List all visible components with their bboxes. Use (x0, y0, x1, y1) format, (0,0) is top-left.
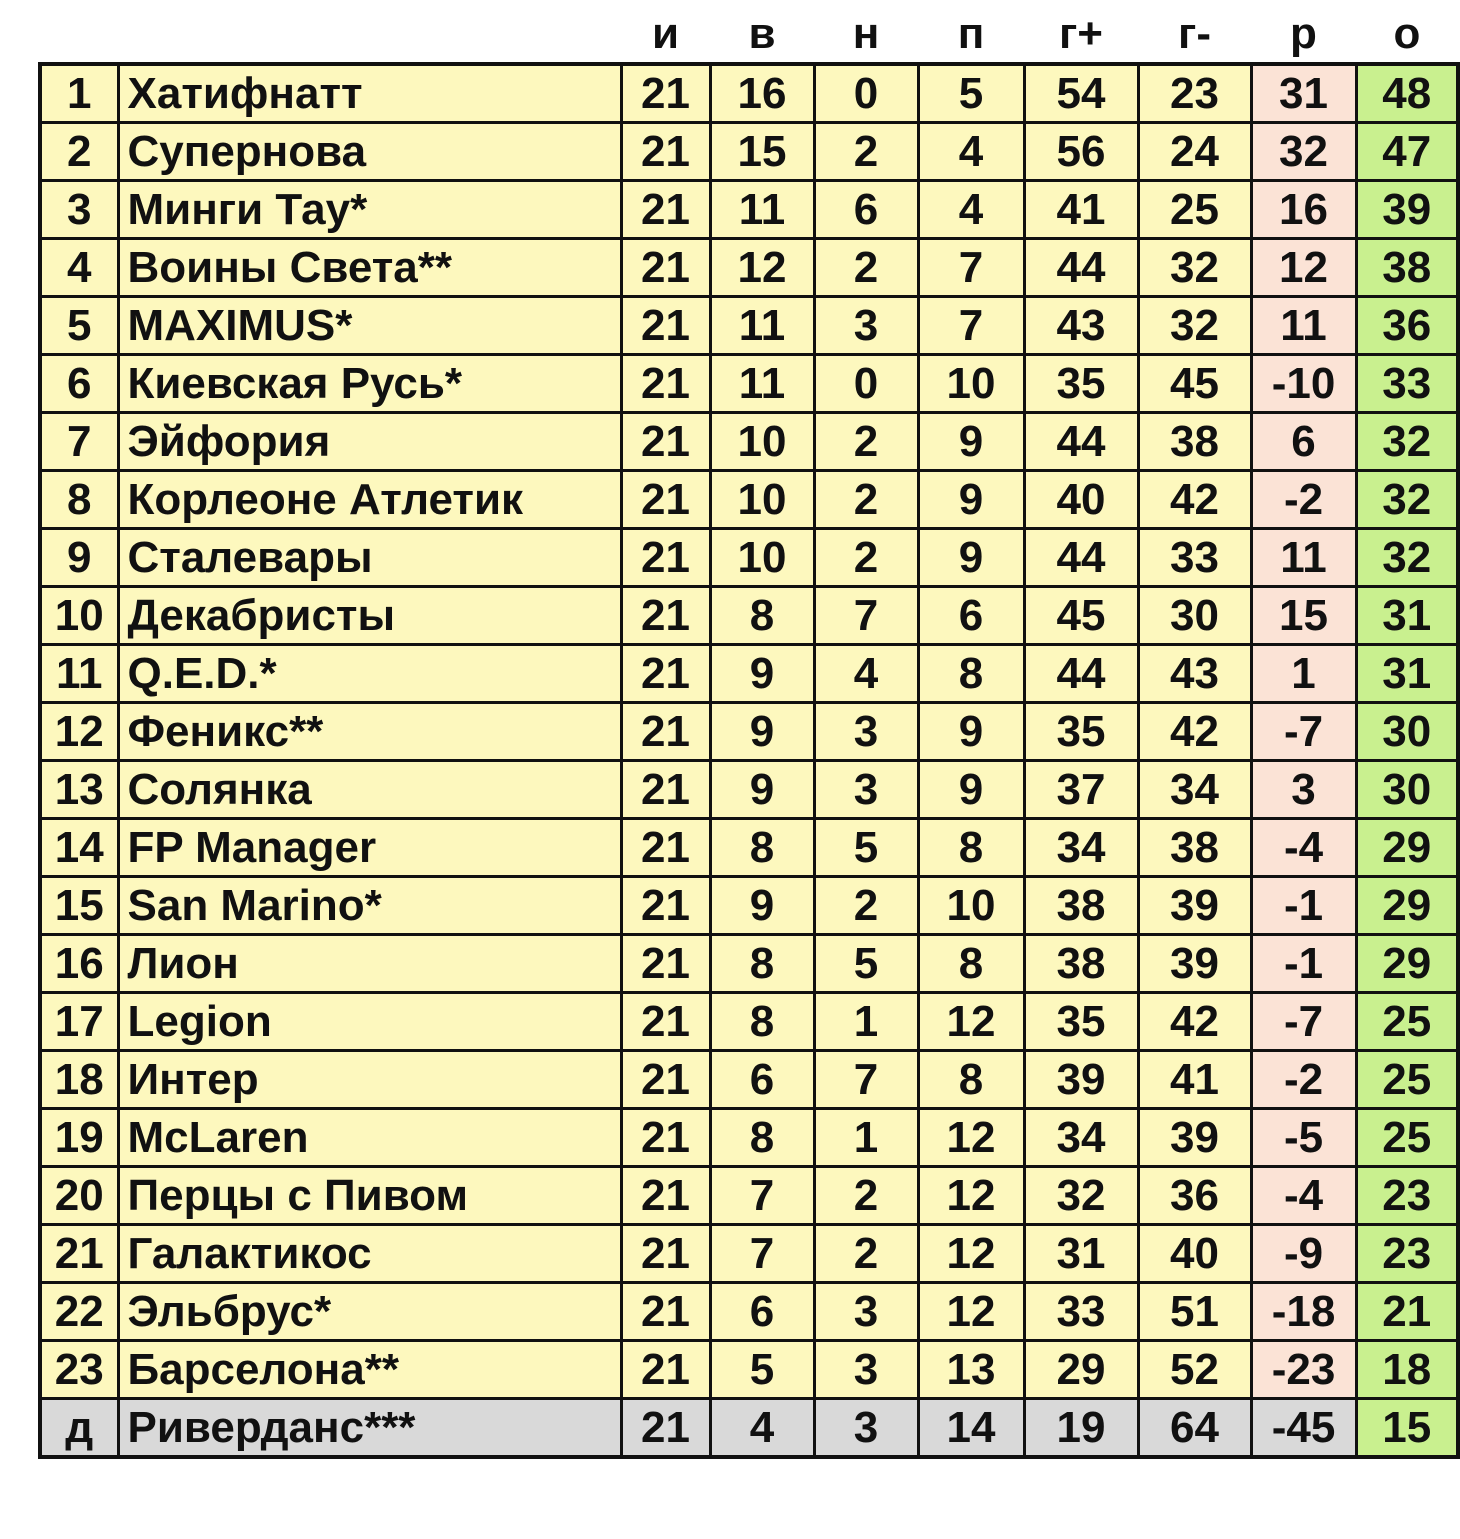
wins-cell: 7 (710, 1167, 814, 1225)
table-row (40, 761, 1458, 819)
wins-cell: 5 (710, 1341, 814, 1399)
losses-cell: 9 (918, 761, 1024, 819)
goals-for-cell: 44 (1024, 413, 1138, 471)
team-name-cell: Галактикос (118, 1225, 621, 1283)
team-name-cell: FP Manager (118, 819, 621, 877)
position-cell: 18 (40, 1051, 118, 1109)
header-games: и (621, 6, 710, 64)
wins-cell: 7 (710, 1225, 814, 1283)
table-row (40, 1341, 1458, 1399)
goal-difference-cell: 3 (1251, 761, 1356, 819)
wins-cell: 6 (710, 1051, 814, 1109)
team-name-cell: Корлеоне Атлетик (118, 471, 621, 529)
draws-cell: 0 (814, 64, 918, 123)
points-cell: 25 (1356, 1109, 1458, 1167)
table-row (40, 413, 1458, 471)
team-name-cell: Q.E.D.* (118, 645, 621, 703)
points-cell: 31 (1356, 645, 1458, 703)
position-cell: 2 (40, 123, 118, 181)
points-cell: 15 (1356, 1399, 1458, 1458)
header-losses: п (918, 6, 1024, 64)
table-row (40, 1283, 1458, 1341)
wins-cell: 15 (710, 123, 814, 181)
goals-against-cell: 42 (1138, 703, 1251, 761)
goal-difference-cell: -2 (1251, 1051, 1356, 1109)
goals-against-cell: 34 (1138, 761, 1251, 819)
games-cell: 21 (621, 1225, 710, 1283)
position-cell: 5 (40, 297, 118, 355)
draws-cell: 5 (814, 819, 918, 877)
games-cell: 21 (621, 645, 710, 703)
header-goals-for: г+ (1024, 6, 1138, 64)
table-row (40, 877, 1458, 935)
draws-cell: 2 (814, 471, 918, 529)
goal-difference-cell: 32 (1251, 123, 1356, 181)
goals-for-cell: 35 (1024, 355, 1138, 413)
header-goals-against: г- (1138, 6, 1251, 64)
team-name-cell: Воины Света** (118, 239, 621, 297)
losses-cell: 8 (918, 645, 1024, 703)
header-draws: н (814, 6, 918, 64)
table-row (40, 64, 1458, 123)
points-cell: 23 (1356, 1225, 1458, 1283)
goal-difference-cell: -18 (1251, 1283, 1356, 1341)
points-cell: 32 (1356, 471, 1458, 529)
team-name-cell: Сталевары (118, 529, 621, 587)
draws-cell: 2 (814, 529, 918, 587)
position-cell: 8 (40, 471, 118, 529)
losses-cell: 8 (918, 935, 1024, 993)
losses-cell: 9 (918, 703, 1024, 761)
draws-cell: 1 (814, 993, 918, 1051)
games-cell: 21 (621, 1167, 710, 1225)
games-cell: 21 (621, 181, 710, 239)
goal-difference-cell: -7 (1251, 703, 1356, 761)
losses-cell: 9 (918, 529, 1024, 587)
team-name-cell: MAXIMUS* (118, 297, 621, 355)
wins-cell: 8 (710, 935, 814, 993)
games-cell: 21 (621, 877, 710, 935)
goals-against-cell: 51 (1138, 1283, 1251, 1341)
losses-cell: 12 (918, 1283, 1024, 1341)
goals-against-cell: 41 (1138, 1051, 1251, 1109)
goals-against-cell: 42 (1138, 993, 1251, 1051)
games-cell: 21 (621, 703, 710, 761)
goal-difference-cell: -10 (1251, 355, 1356, 413)
draws-cell: 6 (814, 181, 918, 239)
goals-against-cell: 39 (1138, 935, 1251, 993)
points-cell: 29 (1356, 877, 1458, 935)
team-name-cell: Интер (118, 1051, 621, 1109)
table-row (40, 645, 1458, 703)
draws-cell: 1 (814, 1109, 918, 1167)
table-row (40, 1225, 1458, 1283)
games-cell: 21 (621, 1051, 710, 1109)
goals-for-cell: 34 (1024, 819, 1138, 877)
draws-cell: 2 (814, 239, 918, 297)
draws-cell: 2 (814, 413, 918, 471)
table-row (40, 993, 1458, 1051)
wins-cell: 11 (710, 297, 814, 355)
draws-cell: 3 (814, 1283, 918, 1341)
goals-for-cell: 35 (1024, 993, 1138, 1051)
games-cell: 21 (621, 819, 710, 877)
draws-cell: 3 (814, 761, 918, 819)
header-row (40, 6, 1458, 64)
draws-cell: 7 (814, 1051, 918, 1109)
points-cell: 32 (1356, 529, 1458, 587)
goals-against-cell: 25 (1138, 181, 1251, 239)
goal-difference-cell: 12 (1251, 239, 1356, 297)
losses-cell: 10 (918, 877, 1024, 935)
losses-cell: 12 (918, 1109, 1024, 1167)
goals-against-cell: 33 (1138, 529, 1251, 587)
wins-cell: 8 (710, 993, 814, 1051)
goal-difference-cell: -1 (1251, 877, 1356, 935)
position-cell: 10 (40, 587, 118, 645)
wins-cell: 11 (710, 181, 814, 239)
wins-cell: 8 (710, 1109, 814, 1167)
position-cell: 15 (40, 877, 118, 935)
goals-against-cell: 36 (1138, 1167, 1251, 1225)
goals-against-cell: 23 (1138, 64, 1251, 123)
position-cell: 12 (40, 703, 118, 761)
wins-cell: 9 (710, 761, 814, 819)
goals-for-cell: 45 (1024, 587, 1138, 645)
draws-cell: 2 (814, 877, 918, 935)
position-cell: 23 (40, 1341, 118, 1399)
goal-difference-cell: 11 (1251, 297, 1356, 355)
losses-cell: 9 (918, 471, 1024, 529)
goal-difference-cell: 31 (1251, 64, 1356, 123)
draws-cell: 3 (814, 703, 918, 761)
table-row (40, 819, 1458, 877)
goal-difference-cell: 1 (1251, 645, 1356, 703)
goals-for-cell: 34 (1024, 1109, 1138, 1167)
goal-difference-cell: -9 (1251, 1225, 1356, 1283)
table-row (40, 1109, 1458, 1167)
losses-cell: 5 (918, 64, 1024, 123)
goals-for-cell: 44 (1024, 645, 1138, 703)
table-row (40, 297, 1458, 355)
goals-for-cell: 19 (1024, 1399, 1138, 1458)
losses-cell: 14 (918, 1399, 1024, 1458)
games-cell: 21 (621, 935, 710, 993)
goal-difference-cell: 11 (1251, 529, 1356, 587)
position-cell: 9 (40, 529, 118, 587)
points-cell: 21 (1356, 1283, 1458, 1341)
table-row (40, 1167, 1458, 1225)
wins-cell: 9 (710, 645, 814, 703)
points-cell: 23 (1356, 1167, 1458, 1225)
position-cell: 16 (40, 935, 118, 993)
goals-for-cell: 56 (1024, 123, 1138, 181)
goals-for-cell: 44 (1024, 239, 1138, 297)
losses-cell: 6 (918, 587, 1024, 645)
points-cell: 31 (1356, 587, 1458, 645)
wins-cell: 16 (710, 64, 814, 123)
goals-against-cell: 32 (1138, 239, 1251, 297)
draws-cell: 2 (814, 123, 918, 181)
goal-difference-cell: 16 (1251, 181, 1356, 239)
table-row (40, 239, 1458, 297)
points-cell: 25 (1356, 1051, 1458, 1109)
team-name-cell: Риверданс*** (118, 1399, 621, 1458)
goals-for-cell: 40 (1024, 471, 1138, 529)
goals-for-cell: 38 (1024, 935, 1138, 993)
games-cell: 21 (621, 993, 710, 1051)
losses-cell: 7 (918, 239, 1024, 297)
team-name-cell: Лион (118, 935, 621, 993)
goals-against-cell: 40 (1138, 1225, 1251, 1283)
team-name-cell: Супернова (118, 123, 621, 181)
draws-cell: 2 (814, 1167, 918, 1225)
games-cell: 21 (621, 1283, 710, 1341)
table-row (40, 181, 1458, 239)
points-cell: 25 (1356, 993, 1458, 1051)
games-cell: 21 (621, 64, 710, 123)
goals-against-cell: 32 (1138, 297, 1251, 355)
games-cell: 21 (621, 239, 710, 297)
table-row (40, 703, 1458, 761)
wins-cell: 10 (710, 413, 814, 471)
games-cell: 21 (621, 529, 710, 587)
games-cell: 21 (621, 761, 710, 819)
team-name-cell: Декабристы (118, 587, 621, 645)
goals-for-cell: 41 (1024, 181, 1138, 239)
goals-for-cell: 29 (1024, 1341, 1138, 1399)
points-cell: 48 (1356, 64, 1458, 123)
wins-cell: 12 (710, 239, 814, 297)
position-cell: 14 (40, 819, 118, 877)
wins-cell: 4 (710, 1399, 814, 1458)
points-cell: 29 (1356, 935, 1458, 993)
goals-for-cell: 43 (1024, 297, 1138, 355)
wins-cell: 8 (710, 587, 814, 645)
table-row (40, 1399, 1458, 1458)
team-name-cell: Солянка (118, 761, 621, 819)
goal-difference-cell: 6 (1251, 413, 1356, 471)
goals-against-cell: 42 (1138, 471, 1251, 529)
header-goal-difference: р (1251, 6, 1356, 64)
header-team (118, 6, 621, 64)
losses-cell: 4 (918, 181, 1024, 239)
draws-cell: 0 (814, 355, 918, 413)
draws-cell: 4 (814, 645, 918, 703)
standings-body (40, 64, 1458, 1457)
losses-cell: 7 (918, 297, 1024, 355)
losses-cell: 9 (918, 413, 1024, 471)
team-name-cell: Хатифнатт (118, 64, 621, 123)
team-name-cell: Феникс** (118, 703, 621, 761)
team-name-cell: Киевская Русь* (118, 355, 621, 413)
losses-cell: 12 (918, 1225, 1024, 1283)
position-cell: 4 (40, 239, 118, 297)
points-cell: 30 (1356, 703, 1458, 761)
team-name-cell: San Marino* (118, 877, 621, 935)
losses-cell: 12 (918, 993, 1024, 1051)
games-cell: 21 (621, 1109, 710, 1167)
goals-against-cell: 45 (1138, 355, 1251, 413)
table-row (40, 935, 1458, 993)
draws-cell: 3 (814, 1399, 918, 1458)
games-cell: 21 (621, 413, 710, 471)
wins-cell: 8 (710, 819, 814, 877)
position-cell: 1 (40, 64, 118, 123)
goals-against-cell: 64 (1138, 1399, 1251, 1458)
team-name-cell: Перцы с Пивом (118, 1167, 621, 1225)
goals-for-cell: 37 (1024, 761, 1138, 819)
wins-cell: 6 (710, 1283, 814, 1341)
goals-for-cell: 44 (1024, 529, 1138, 587)
wins-cell: 9 (710, 703, 814, 761)
position-cell: 21 (40, 1225, 118, 1283)
goals-for-cell: 38 (1024, 877, 1138, 935)
position-cell: 3 (40, 181, 118, 239)
team-name-cell: Минги Тау* (118, 181, 621, 239)
games-cell: 21 (621, 297, 710, 355)
goals-for-cell: 39 (1024, 1051, 1138, 1109)
goals-against-cell: 39 (1138, 1109, 1251, 1167)
position-cell: 20 (40, 1167, 118, 1225)
goals-for-cell: 32 (1024, 1167, 1138, 1225)
points-cell: 33 (1356, 355, 1458, 413)
goals-against-cell: 39 (1138, 877, 1251, 935)
goal-difference-cell: -23 (1251, 1341, 1356, 1399)
games-cell: 21 (621, 123, 710, 181)
losses-cell: 10 (918, 355, 1024, 413)
header-position (40, 6, 118, 64)
goals-for-cell: 54 (1024, 64, 1138, 123)
position-cell: д (40, 1399, 118, 1458)
header-points: о (1356, 6, 1458, 64)
points-cell: 38 (1356, 239, 1458, 297)
goals-against-cell: 38 (1138, 819, 1251, 877)
draws-cell: 2 (814, 1225, 918, 1283)
wins-cell: 10 (710, 471, 814, 529)
goal-difference-cell: -7 (1251, 993, 1356, 1051)
games-cell: 21 (621, 471, 710, 529)
goal-difference-cell: -4 (1251, 819, 1356, 877)
table-row (40, 123, 1458, 181)
goal-difference-cell: -2 (1251, 471, 1356, 529)
team-name-cell: McLaren (118, 1109, 621, 1167)
goals-against-cell: 38 (1138, 413, 1251, 471)
points-cell: 36 (1356, 297, 1458, 355)
wins-cell: 11 (710, 355, 814, 413)
table-row (40, 529, 1458, 587)
goals-for-cell: 33 (1024, 1283, 1138, 1341)
goal-difference-cell: -4 (1251, 1167, 1356, 1225)
table-row (40, 355, 1458, 413)
goal-difference-cell: -1 (1251, 935, 1356, 993)
points-cell: 32 (1356, 413, 1458, 471)
losses-cell: 4 (918, 123, 1024, 181)
games-cell: 21 (621, 1399, 710, 1458)
draws-cell: 7 (814, 587, 918, 645)
goals-against-cell: 30 (1138, 587, 1251, 645)
position-cell: 6 (40, 355, 118, 413)
table-row (40, 471, 1458, 529)
losses-cell: 8 (918, 819, 1024, 877)
team-name-cell: Эйфория (118, 413, 621, 471)
team-name-cell: Барселона** (118, 1341, 621, 1399)
goal-difference-cell: -5 (1251, 1109, 1356, 1167)
points-cell: 39 (1356, 181, 1458, 239)
standings-table (38, 6, 1460, 1459)
position-cell: 19 (40, 1109, 118, 1167)
games-cell: 21 (621, 355, 710, 413)
losses-cell: 12 (918, 1167, 1024, 1225)
team-name-cell: Эльбрус* (118, 1283, 621, 1341)
goals-against-cell: 24 (1138, 123, 1251, 181)
draws-cell: 3 (814, 1341, 918, 1399)
header-wins: в (710, 6, 814, 64)
goals-against-cell: 52 (1138, 1341, 1251, 1399)
goal-difference-cell: 15 (1251, 587, 1356, 645)
goals-for-cell: 31 (1024, 1225, 1138, 1283)
wins-cell: 10 (710, 529, 814, 587)
losses-cell: 13 (918, 1341, 1024, 1399)
table-row (40, 587, 1458, 645)
goals-against-cell: 43 (1138, 645, 1251, 703)
points-cell: 47 (1356, 123, 1458, 181)
points-cell: 29 (1356, 819, 1458, 877)
table-row (40, 1051, 1458, 1109)
games-cell: 21 (621, 1341, 710, 1399)
position-cell: 13 (40, 761, 118, 819)
draws-cell: 3 (814, 297, 918, 355)
losses-cell: 8 (918, 1051, 1024, 1109)
position-cell: 7 (40, 413, 118, 471)
team-name-cell: Legion (118, 993, 621, 1051)
position-cell: 22 (40, 1283, 118, 1341)
points-cell: 18 (1356, 1341, 1458, 1399)
wins-cell: 9 (710, 877, 814, 935)
points-cell: 30 (1356, 761, 1458, 819)
goals-for-cell: 35 (1024, 703, 1138, 761)
goal-difference-cell: -45 (1251, 1399, 1356, 1458)
position-cell: 11 (40, 645, 118, 703)
games-cell: 21 (621, 587, 710, 645)
position-cell: 17 (40, 993, 118, 1051)
draws-cell: 5 (814, 935, 918, 993)
